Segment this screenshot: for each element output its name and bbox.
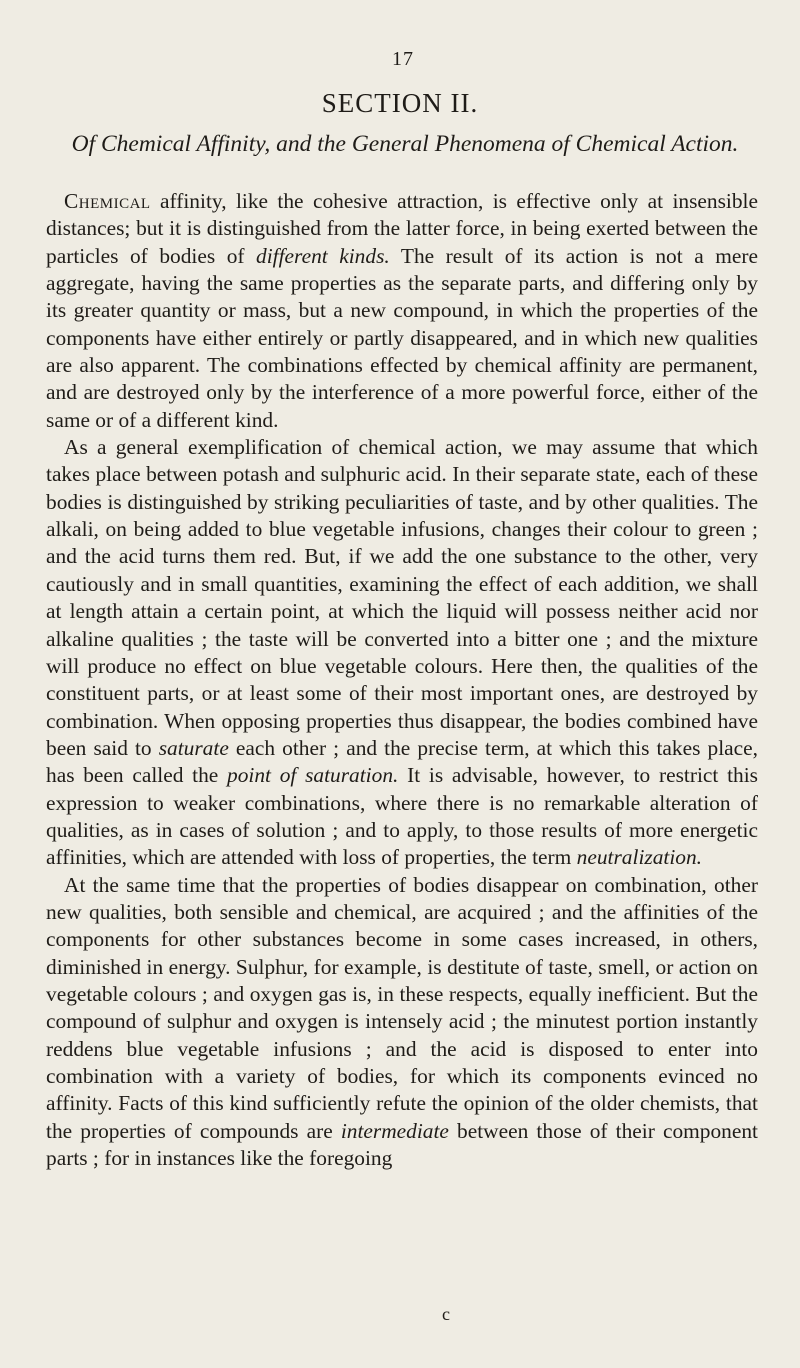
signature-mark: c: [442, 1304, 450, 1324]
emphasis-text: intermediate: [340, 1118, 449, 1143]
paragraph-text: As a general exemplification of chemical action, we may assume that which takes place between potash and sulphuric acid. In their separate state, each of these bodies is distinguished by striking peculiarities of taste, and by other qualities. The alkali, on being added to blue vegetable infusions, changes their colour to green ; and the acid turns them red. But, if we add the one substance to the other, very cautiously and in small quantities, examining the effect of each addition, we shall at length attain a certain point, at which the liquid will possess neither acid nor alkaline qualities ; the taste will be converted into a bitter one ; and the mixture will produce no effect on blue vegetable colours. Here then, the qualities of the constituent parts, or at least some of their most important ones, are destroyed by combination. When opposing properties thus disappear, the bodies combined have been said to: [46, 435, 758, 760]
paragraph-text: The result of its action is not a mere aggregate, having the same properties as the separate parts, and differing only by its greater quantity or mass, but a new compound, in which the properties of the components have either entirely or partly disappeared, and in which new qualities are also apparent. The combinations effected by chemical affinity are permanent, and are destroyed only by the interference of a more powerful force, either of the same or of a different kind.: [46, 243, 758, 432]
emphasis-text: different kinds.: [256, 243, 390, 268]
paragraph-text: between those of their component parts ; for in instances like the foregoing: [46, 1118, 758, 1171]
paragraph-3: [46, 872, 758, 1173]
emphasis-text: point of saturation.: [227, 763, 399, 788]
body-text: [46, 188, 758, 1172]
section-subtitle: Of Chemical Affinity, and the General Phenomena of Chemical Action.: [71, 131, 739, 157]
paragraph-text: affinity, like the cohesive attraction, is effective only at insensible distances; but it is distinguished from the latter force, in being exerted between the particles of bodies of: [46, 189, 758, 268]
paragraph-text: each other ; and the precise term, at which this takes place, has been called the: [46, 735, 758, 788]
paragraph-1: [46, 188, 758, 434]
emphasis-text: neutralization.: [576, 845, 703, 870]
section-heading: SECTION II.: [321, 88, 479, 118]
emphasis-text: saturate: [158, 735, 229, 760]
paragraph-text: At the same time that the properties of bodies disappear on combination, other new qualities, both sensible and chemical, are acquired ; and the affinities of the components for other substances become in some cases increased, in others, diminished in energy. Sulphur, for example, is destitute of taste, smell, or action on vegetable colours ; and oxygen gas is, in these respects, equally inefficient. But the compound of sulphur and oxygen is intensely acid ; the minutest portion instantly reddens blue vegetable infusions ; and the acid is disposed to enter into combination with a variety of bodies, for which its components evinced no affinity. Facts of this kind sufficiently refute the opinion of the older chemists, that the properties of compounds are: [46, 872, 758, 1143]
page-number: 17: [392, 48, 414, 70]
paragraph-lead-word: Chemical: [64, 189, 151, 213]
paragraph-2: [46, 434, 758, 872]
paragraph-text: It is advisable, however, to restrict this expression to weaker combinations, where there is no remarkable alteration of qualities, as in cases of solution ; and to apply, to those results of more energetic affinities, which are attended with loss of properties, the term: [46, 763, 758, 870]
